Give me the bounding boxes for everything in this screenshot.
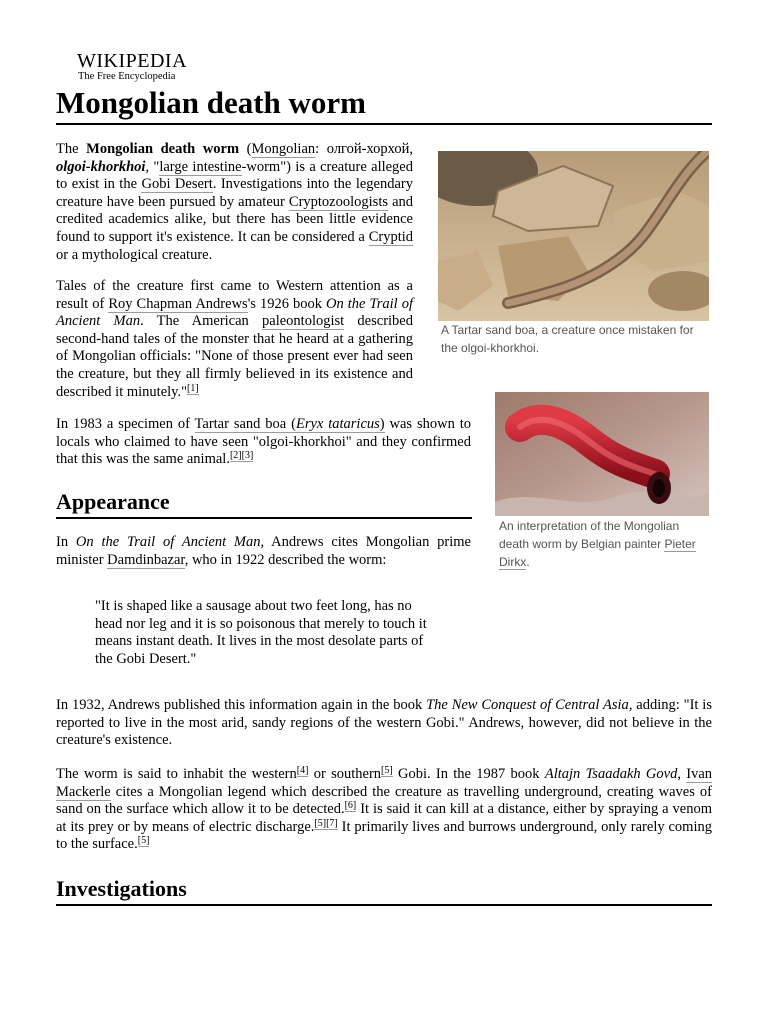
section-heading-appearance: Appearance	[56, 488, 472, 519]
death-worm-painting[interactable]	[495, 392, 709, 516]
reference-5[interactable]: [5]	[314, 817, 327, 829]
intro-paragraph-3: In 1983 a specimen of Tartar sand boa (Eryx tataricus) was shown to locals who claimed to have seen "olgoi-khorkhoi" and they confirmed that this was the same animal.[2][3]	[56, 416, 472, 468]
link-damdinbazar[interactable]: Damdinbazar	[107, 551, 185, 568]
wikipedia-logo-wordmark[interactable]: WIKIPEDIA	[77, 50, 188, 72]
reference-4[interactable]: [4]	[296, 765, 309, 776]
reference-7[interactable]: [7]	[326, 817, 338, 829]
page-title: Mongolian death worm	[56, 84, 712, 125]
link-pieter-dirkx[interactable]: Pieter Dirkx	[499, 537, 696, 569]
reference-3[interactable]: [3]	[241, 450, 254, 462]
sand-boa-photo[interactable]	[438, 151, 709, 321]
link-tartar-sand-boa[interactable]: Tartar sand boa (Eryx tataricus)	[194, 416, 385, 432]
wikipedia-logo-tagline: The Free Encyclopedia	[78, 71, 176, 82]
reference-5[interactable]: [5]	[137, 835, 150, 847]
appearance-paragraph-1: In On the Trail of Ancient Man, Andrews cites Mongolian prime minister Damdinbazar, who in 1922 described the worm:	[56, 534, 471, 568]
intro-paragraph-2: Tales of the creature first came to Western attention as a result of Roy Chapman Andrews's 1926 book On the Trail of Ancient Man. The American paleontologist described second-hand tales of the monster that he heard at a gathering of Mongolian officials: "None of those present ever had seen the creature, but they all firmly believed in its existence and described it minutely."[1]	[56, 278, 414, 400]
sand-boa-caption: A Tartar sand boa, a creature once mistaken for the olgoi-khorkhoi.	[441, 323, 694, 355]
painting-caption: An interpretation of the Mongolian death worm by Belgian painter Pieter Dirkx.	[499, 519, 696, 569]
reference-6[interactable]: [6]	[344, 800, 357, 812]
intro-paragraph-1: The Mongolian death worm (Mongolian: олгой-хорхой, olgoi-khorkhoi, "large intestine-worm") is a creature alleged to exist in the Gobi Desert. Investigations into the legendary creature have been pursued by amateur Cryptozoologists and credited academics alike, but there has been little evidence found to support it's existence. It can be considered a Cryptid or a mythological creature.	[56, 141, 414, 263]
appearance-paragraph-3: The worm is said to inhabit the western[4] or southern[5] Gobi. In the 1987 book Altajn Tsaadakh Govd, Ivan Mackerle cites a Mongolian legend which described the creature as travelling underground, creating waves of sand on the surface which allow it to be detected.[6] It is said it can kill at a distance, either by spraying a venom at its prey or by means of electric discharge.[5][7] It primarily lives and burrows underground, only rarely coming to the surface.[5]	[56, 765, 713, 853]
reference-5[interactable]: [5]	[381, 765, 393, 776]
reference-2[interactable]: [2]	[229, 450, 242, 462]
appearance-quote: "It is shaped like a sausage about two feet long, has no head nor leg and it is so poisonous that merely to touch it means instant death. It lives in the most desolate parts of the Gobi Desert."	[95, 598, 427, 667]
link-cryptozoologists[interactable]: Cryptozoologists	[288, 193, 388, 210]
link-ivan-mackerle[interactable]: Ivan Mackerle	[56, 766, 713, 800]
link-large-intestine[interactable]: large intestine	[159, 158, 242, 175]
reference-1[interactable]: [1]	[187, 382, 199, 394]
link-mongolian[interactable]: Mongolian	[251, 141, 316, 157]
link-gobi-desert[interactable]: Gobi Desert	[141, 176, 213, 193]
link-cryptid[interactable]: Cryptid	[368, 228, 413, 245]
appearance-paragraph-2: In 1932, Andrews published this information again in the book The New Conquest of Central Asia, adding: "It is reported to live in the most arid, sandy regions of the western Gobi." Andrews, however, did not believe in the creature's existence.	[56, 697, 712, 749]
section-heading-investigations: Investigations	[56, 875, 712, 906]
link-roy-chapman-andrews[interactable]: Roy Chapman Andrews	[108, 295, 248, 312]
link-paleontologist[interactable]: paleontologist	[262, 313, 345, 330]
